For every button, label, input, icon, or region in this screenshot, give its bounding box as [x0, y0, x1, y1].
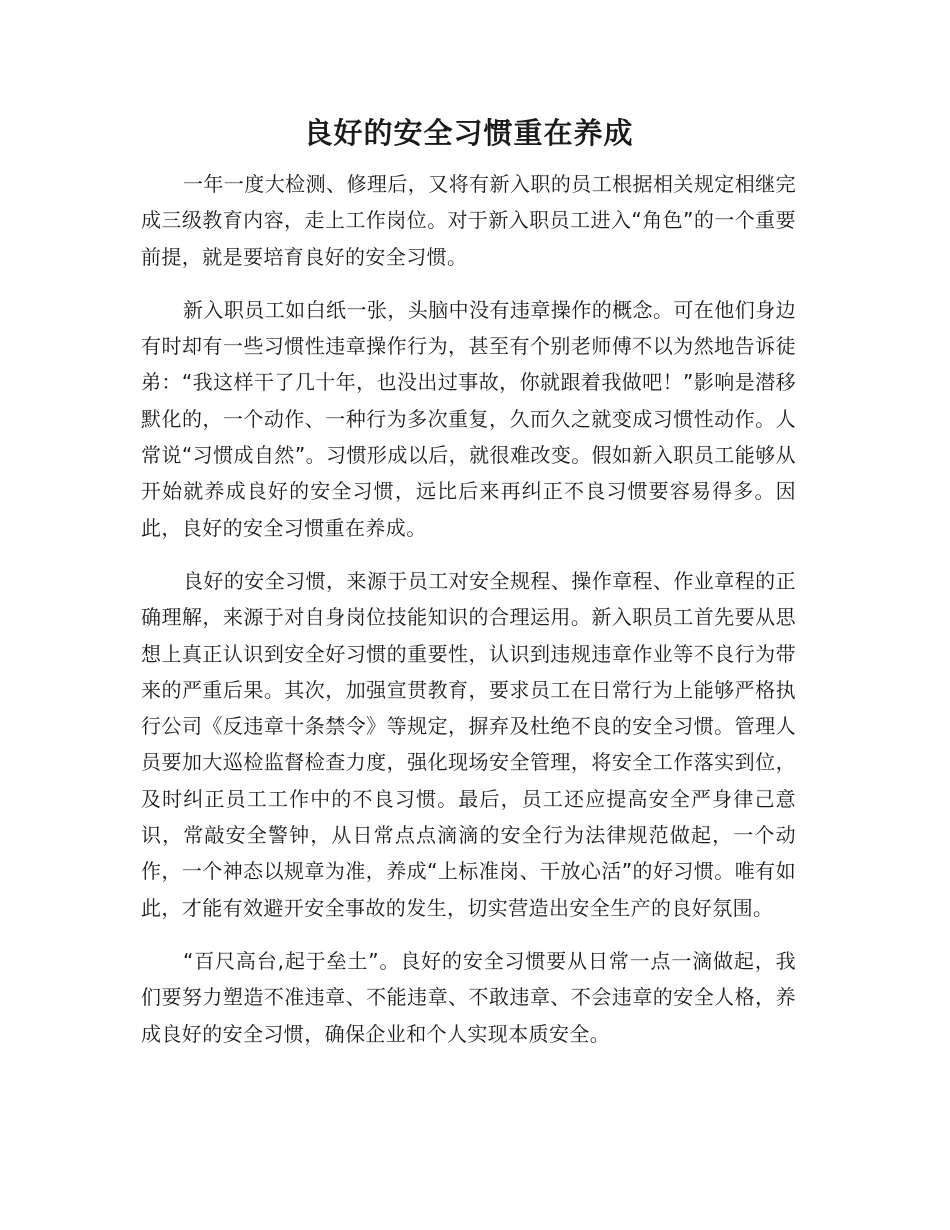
paragraph-1: 一年一度大检测、修理后，又将有新入职的员工根据相关规定相继完成三级教育内容，走上工作岗位。对于新入职员工进入“角色”的一个重要前提，就是要培育良好的安全习惯。 [141, 172, 796, 269]
document-title: 良好的安全习惯重在养成 [303, 116, 634, 150]
paragraph-4: “百尺高台,起于垒土”。良好的安全习惯要从日常一点一滴做起，我们要努力塑造不准违章、不能违章、不敢违章、不会违章的安全人格，养成良好的安全习惯，确保企业和个人实现本质安全。 [141, 948, 796, 1046]
document-page [141, 112, 796, 1052]
paragraph-2: 新入职员工如白纸一张，头脑中没有违章操作的概念。可在他们身边有时却有一些习惯性违章操作行为，甚至有个别老师傅不以为然地告诉徒弟：“我这样干了几十年，也没出过事故，你就跟着我做吧！”影响是潜移默化的，一个动作、一种行为多次重复，久而久之就变成习惯性动作。人常说“习惯成自然”。习惯形成以后，就很难改变。假如新入职员工能够从开始就养成良好的安全习惯，远比后来再纠正不良习惯要容易得多。因此，良好的安全习惯重在养成。 [141, 297, 796, 540]
paragraph-3: 良好的安全习惯，来源于员工对安全规程、操作章程、作业章程的正确理解，来源于对自身岗位技能知识的合理运用。新入职员工首先要从思想上真正认识到安全好习惯的重要性，认识到违规违章作业等不良行为带来的严重后果。其次，加强宣贯教育，要求员工在日常行为上能够严格执行公司《反违章十条禁令》等规定，摒弃及杜绝不良的安全习惯。管理人员要加大巡检监督检查力度，强化现场安全管理，将安全工作落实到位，及时纠正员工工作中的不良习惯。最后，员工还应提高安全严身律己意识，常敲安全警钟，从日常点点滴滴的安全行为法律规范做起，一个动作，一个神态以规章为准，养成“上标准岗、干放心活”的好习惯。唯有如此，才能有效避开安全事故的发生，切实营造出安全生产的良好氛围。 [141, 568, 796, 920]
